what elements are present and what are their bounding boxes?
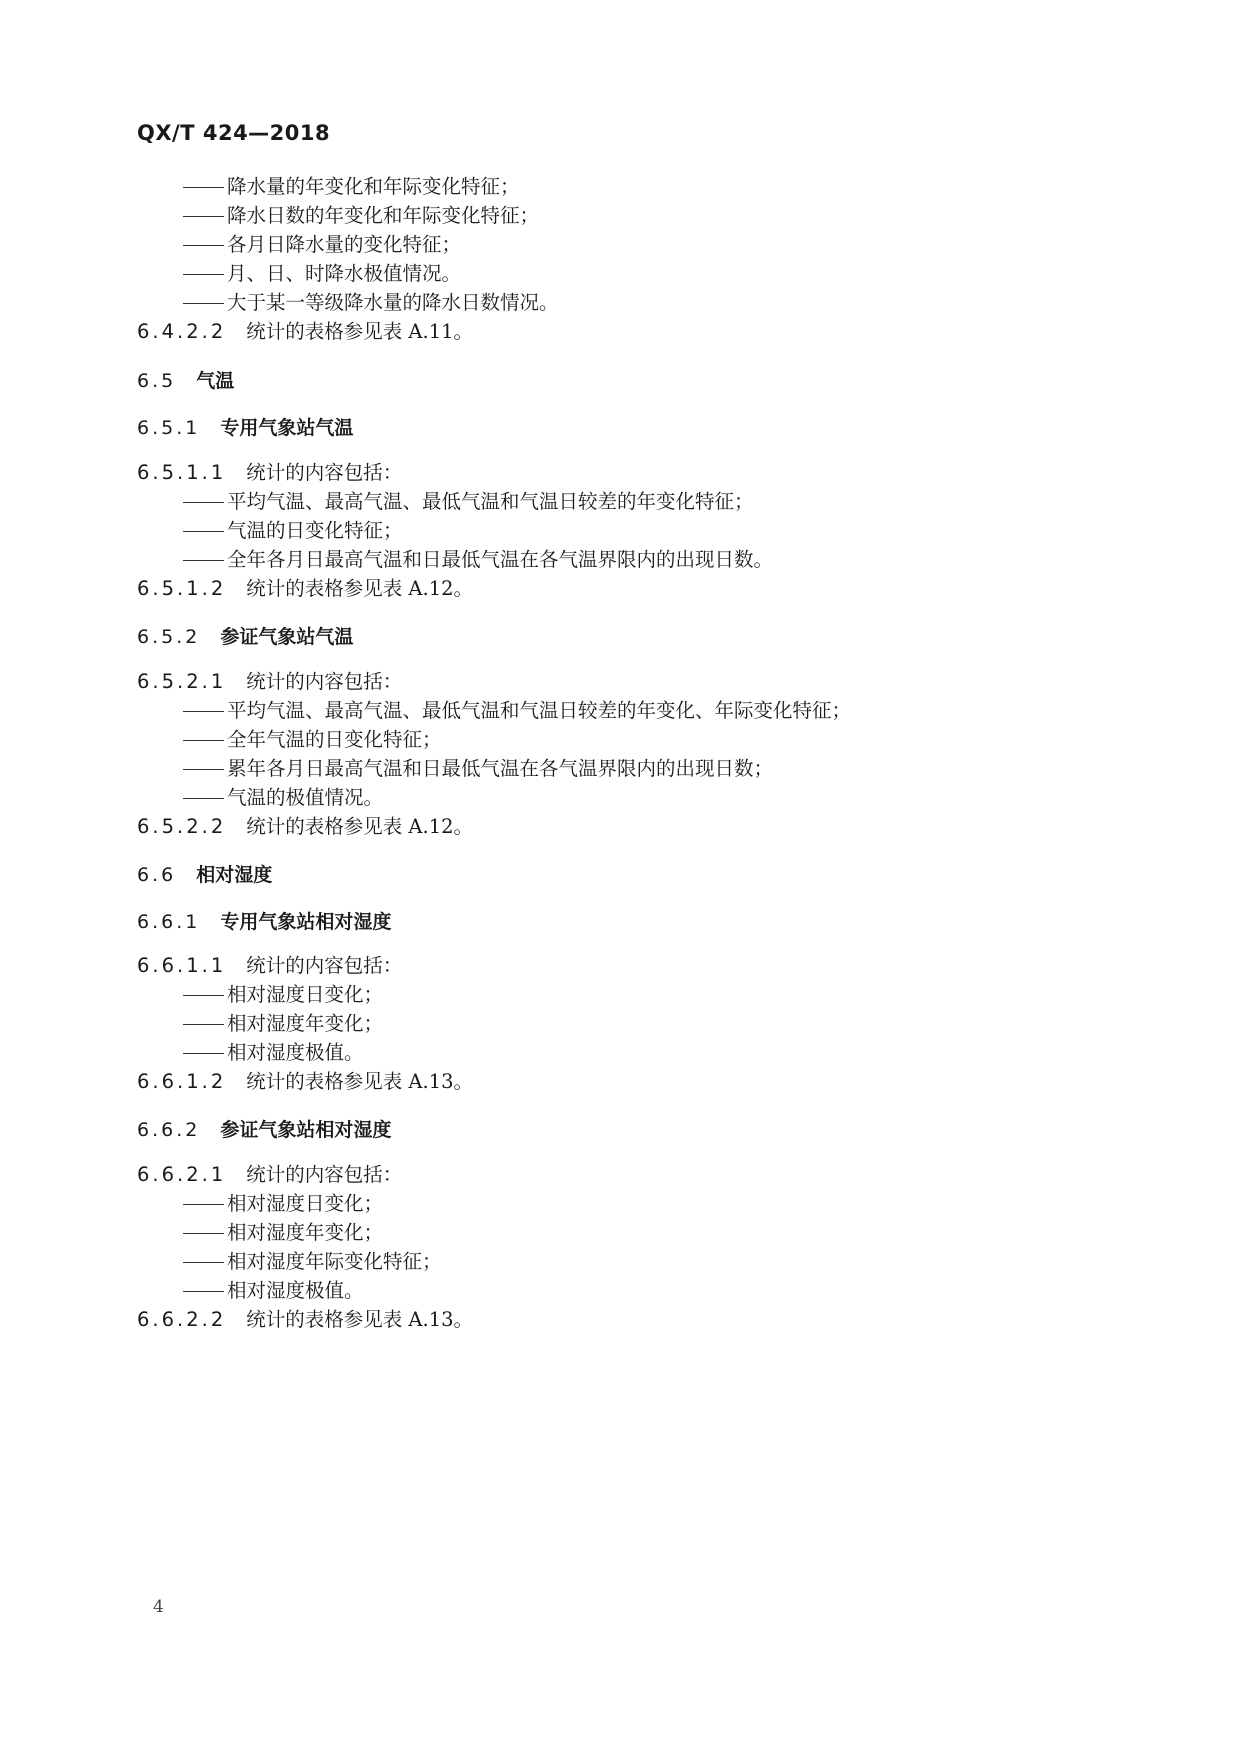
list-item (183, 1191, 383, 1217)
line-text: 降水量的年变化和年际变化特征； (227, 175, 520, 198)
line-text: 统计的表格参见表 A.12。 (246, 577, 474, 600)
line-text: 各月日降水量的变化特征； (227, 233, 462, 256)
line-text: 统计的表格参见表 A.13。 (246, 1308, 474, 1331)
section-heading (137, 624, 353, 650)
em-dash-marker (183, 1040, 227, 1066)
list-item (183, 727, 442, 753)
section-heading (137, 1117, 391, 1143)
line-text: 大于某一等级降水量的降水日数情况。 (227, 291, 559, 314)
list-item (183, 1278, 364, 1304)
section-heading (137, 862, 272, 888)
clause (137, 953, 402, 979)
line-text: 统计的内容包括： (246, 461, 403, 484)
line-text: 相对湿度日变化； (227, 983, 384, 1006)
clause-number: 6.6.2 (137, 1119, 201, 1141)
line-text: 气温 (196, 370, 235, 392)
list-item (183, 174, 520, 200)
section-heading (137, 415, 353, 441)
list-item (183, 785, 383, 811)
em-dash-marker (183, 174, 227, 200)
list-item (183, 232, 461, 258)
line-text: 统计的内容包括： (246, 670, 403, 693)
clause-number: 6.6.1 (137, 911, 201, 933)
line-text: 相对湿度年变化； (227, 1221, 384, 1244)
page-number: 4 (153, 1597, 164, 1617)
em-dash-marker (183, 698, 227, 724)
line-text: 统计的内容包括： (246, 954, 403, 977)
clause-number: 6.6.1.1 (137, 954, 227, 977)
line-text: 累年各月日最高气温和日最低气温在各气温界限内的出现日数； (227, 757, 774, 780)
clause-number: 6.6 (137, 864, 177, 886)
line-text: 专用气象站相对湿度 (220, 911, 392, 933)
clause-number: 6.6.1.2 (137, 1070, 227, 1093)
clause (137, 576, 473, 602)
clause-number: 6.6.2.2 (137, 1308, 227, 1331)
list-item (183, 290, 559, 316)
clause-number: 6.5.1.1 (137, 461, 227, 484)
line-text: 统计的表格参见表 A.12。 (246, 815, 474, 838)
em-dash-marker (183, 785, 227, 811)
clause-number: 6.5.2.2 (137, 815, 227, 838)
clause-number: 6.5.1.2 (137, 577, 227, 600)
list-item (183, 489, 754, 515)
line-text: 相对湿度极值。 (227, 1279, 364, 1302)
em-dash-marker (183, 518, 227, 544)
em-dash-marker (183, 756, 227, 782)
em-dash-marker (183, 547, 227, 573)
clause (137, 814, 473, 840)
line-text: 统计的表格参见表 A.13。 (246, 1070, 474, 1093)
line-text: 气温的极值情况。 (227, 786, 384, 809)
em-dash-marker (183, 489, 227, 515)
line-text: 统计的表格参见表 A.11。 (246, 320, 474, 343)
clause (137, 319, 473, 345)
section-heading (137, 909, 391, 935)
em-dash-marker (183, 1220, 227, 1246)
line-text: 相对湿度 (196, 864, 273, 886)
line-text: 气温的日变化特征； (227, 519, 403, 542)
line-text: 全年各月日最高气温和日最低气温在各气温界限内的出现日数。 (227, 548, 774, 571)
clause (137, 1069, 473, 1095)
list-item (183, 203, 539, 229)
em-dash-marker (183, 1011, 227, 1037)
clause-number: 6.6.2.1 (137, 1163, 227, 1186)
line-text: 相对湿度极值。 (227, 1041, 364, 1064)
em-dash-marker (183, 261, 227, 287)
em-dash-marker (183, 1191, 227, 1217)
line-text: 全年气温的日变化特征； (227, 728, 442, 751)
em-dash-marker (183, 290, 227, 316)
list-item (183, 698, 851, 724)
line-text: 专用气象站气温 (220, 417, 354, 439)
clause (137, 669, 402, 695)
list-item (183, 547, 773, 573)
line-text: 降水日数的年变化和年际变化特征； (227, 204, 540, 227)
line-text: 相对湿度年际变化特征； (227, 1250, 442, 1273)
list-item (183, 982, 383, 1008)
clause (137, 1162, 402, 1188)
list-item (183, 1220, 383, 1246)
clause-number: 6.5 (137, 370, 177, 392)
document-code-header: QX/T 424—2018 (137, 121, 331, 145)
clause (137, 1307, 473, 1333)
em-dash-marker (183, 1249, 227, 1275)
line-text: 月、日、时降水极值情况。 (227, 262, 462, 285)
em-dash-marker (183, 1278, 227, 1304)
em-dash-marker (183, 232, 227, 258)
list-item (183, 1011, 383, 1037)
list-item (183, 1040, 364, 1066)
section-heading (137, 368, 234, 394)
clause-number: 6.4.2.2 (137, 320, 227, 343)
clause-number: 6.5.2.1 (137, 670, 227, 693)
line-text: 平均气温、最高气温、最低气温和气温日较差的年变化特征； (227, 490, 754, 513)
em-dash-marker (183, 727, 227, 753)
clause-number: 6.5.2 (137, 626, 201, 648)
line-text: 参证气象站相对湿度 (220, 1119, 392, 1141)
line-text: 相对湿度年变化； (227, 1012, 384, 1035)
line-text: 参证气象站气温 (220, 626, 354, 648)
clause-number: 6.5.1 (137, 417, 201, 439)
list-item (183, 261, 461, 287)
em-dash-marker (183, 203, 227, 229)
line-text: 统计的内容包括： (246, 1163, 403, 1186)
line-text: 相对湿度日变化； (227, 1192, 384, 1215)
list-item (183, 756, 773, 782)
em-dash-marker (183, 982, 227, 1008)
list-item (183, 518, 403, 544)
clause (137, 460, 402, 486)
list-item (183, 1249, 442, 1275)
line-text: 平均气温、最高气温、最低气温和气温日较差的年变化、年际变化特征； (227, 699, 852, 722)
